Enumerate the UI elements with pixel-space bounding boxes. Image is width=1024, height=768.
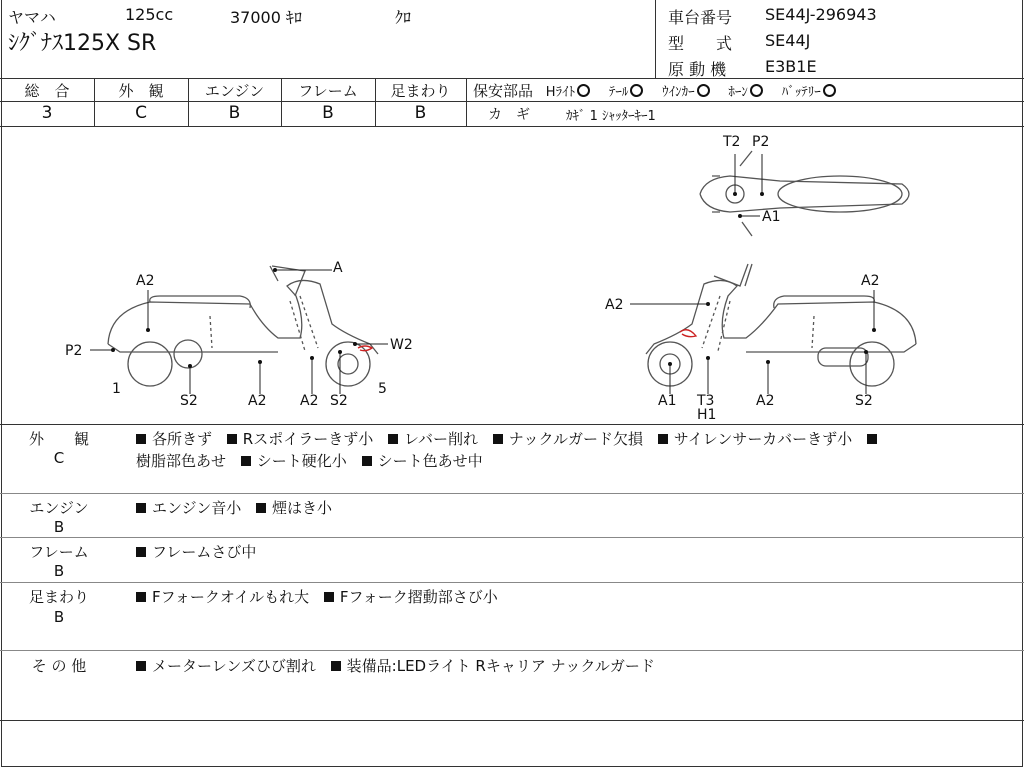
item: Rスポイラーきず小 <box>242 430 374 448</box>
scooter-right-body <box>646 280 916 354</box>
safety-parts <box>473 80 836 101</box>
label-left-s2b: S2 <box>330 393 348 409</box>
safety-horn: ﾎｰﾝ <box>728 85 763 100</box>
frame-no-label: 車台番号 <box>668 8 733 27</box>
item: 装備品:LEDライト Rキャリア ナックルガード <box>346 657 655 675</box>
section-title: 足まわり <box>28 588 89 606</box>
bullet-square-icon <box>331 661 341 671</box>
label-right-t3: T3 <box>697 393 715 409</box>
bullet-square-icon <box>256 503 266 513</box>
section-title: そ の 他 <box>31 657 87 675</box>
section-items <box>136 541 266 562</box>
label-left-a2b: A2 <box>300 393 319 409</box>
bullet-square-icon <box>867 434 877 444</box>
item: サイレンサーカバーきず小 <box>673 430 853 448</box>
section-items <box>136 428 883 449</box>
label-top-a1: A1 <box>762 209 781 225</box>
item: フレームさび中 <box>152 543 257 561</box>
grade-label-exterior: 外 観 <box>118 82 164 100</box>
grade-label-engine: エンジン <box>204 82 265 100</box>
bullet-square-icon <box>658 434 668 444</box>
scooter-left-front-hub <box>338 354 358 374</box>
label-right-s2: S2 <box>855 393 873 409</box>
ok-circle-icon <box>697 84 710 97</box>
section-title: 外 観 <box>28 430 89 448</box>
bullet-square-icon <box>388 434 398 444</box>
item: シート硬化小 <box>256 452 347 470</box>
label-left-5: 5 <box>378 381 387 397</box>
ok-circle-icon <box>630 84 643 97</box>
model-name: ｼｸﾞﾅｽ125X SR <box>8 31 157 56</box>
grade-value-suspension: B <box>414 103 427 123</box>
type-value: SE44J <box>765 31 811 50</box>
bullet-square-icon <box>136 503 146 513</box>
item: 各所きず <box>152 430 213 448</box>
item: メーターレンズひび割れ <box>152 657 316 675</box>
label-left-a2-top: A2 <box>136 273 155 289</box>
engine-label: 原 動 機 <box>668 60 727 79</box>
safety-label: 保安部品 <box>473 82 534 100</box>
scooter-right-handlebar <box>714 264 752 286</box>
section-title: フレーム <box>29 543 89 561</box>
grade-label-frame: フレーム <box>298 82 358 100</box>
label-left-1: 1 <box>112 381 121 397</box>
bullet-square-icon <box>136 547 146 557</box>
label-top-p2: P2 <box>752 134 770 150</box>
red-mark-right <box>680 330 696 337</box>
engine-value: E3B1E <box>765 57 817 76</box>
displacement: 125cc <box>125 5 174 24</box>
item: Fフォーク摺動部さび小 <box>339 588 498 606</box>
section-items <box>136 586 508 607</box>
bullet-square-icon <box>227 434 237 444</box>
section-title: エンジン <box>29 499 89 517</box>
section-grade: C <box>53 449 65 467</box>
grade-value-overall: 3 <box>41 103 53 123</box>
leader-lines <box>90 154 874 394</box>
label-left-a2a: A2 <box>248 393 267 409</box>
label-left-p2: P2 <box>65 343 83 359</box>
maker: ヤマハ <box>8 8 56 27</box>
bullet-square-icon <box>136 661 146 671</box>
section-items <box>136 497 342 518</box>
section-grade: B <box>53 608 65 626</box>
bullet-square-icon <box>324 592 334 602</box>
grade-value-frame: B <box>322 103 334 123</box>
label-left-a: A <box>333 260 343 276</box>
damage-diagram <box>0 126 1024 424</box>
label-right-a1: A1 <box>658 393 677 409</box>
red-mark-left <box>358 346 372 351</box>
bullet-square-icon <box>241 456 251 466</box>
bullet-square-icon <box>493 434 503 444</box>
grade-label-overall: 総 合 <box>24 82 70 100</box>
frame-no: SE44J-296943 <box>765 5 877 24</box>
item: シート色あせ中 <box>377 452 483 470</box>
scooter-top-body <box>700 176 909 212</box>
scooter-left-rear-wheel <box>128 342 172 386</box>
key-value: ｶｷﾞ 1 ｼｬｯﾀｰｷｰ1 <box>566 109 656 124</box>
safety-battery: ﾊﾞｯﾃﾘｰ <box>782 85 836 100</box>
label-right-a2-bottom: A2 <box>756 393 775 409</box>
grade-value-exterior: C <box>135 103 147 123</box>
label-left-s2a: S2 <box>180 393 198 409</box>
section-grade: B <box>53 562 65 580</box>
safety-winker: ｳｲﾝｶｰ <box>662 85 710 100</box>
label-right-h1: H1 <box>697 407 717 423</box>
scooter-left-floor <box>108 344 278 352</box>
item: ナックルガード欠損 <box>508 430 644 448</box>
scooter-right-muffler <box>818 348 868 366</box>
item: レバー削れ <box>404 430 478 448</box>
safety-taillight: ﾃｰﾙ <box>609 85 644 100</box>
label-right-a2-left: A2 <box>605 297 624 313</box>
ok-circle-icon <box>823 84 836 97</box>
section-grade: B <box>53 518 65 536</box>
body-color: ｸﾛ <box>395 8 412 27</box>
item: エンジン音小 <box>152 499 242 517</box>
ok-circle-icon <box>750 84 763 97</box>
section-items-2 <box>136 450 493 471</box>
section-items <box>136 655 665 676</box>
bullet-square-icon <box>136 434 146 444</box>
bullet-square-icon <box>136 592 146 602</box>
bullet-square-icon <box>362 456 372 466</box>
type-label: 型 式 <box>668 34 733 53</box>
label-left-w2: W2 <box>390 337 413 353</box>
item: 樹脂部色あせ <box>136 452 227 470</box>
grade-label-suspension: 足まわり <box>390 82 451 100</box>
scooter-left-muffler <box>174 340 202 368</box>
item: Fフォークオイルもれ大 <box>152 588 310 606</box>
item: 煙はき小 <box>272 499 333 517</box>
grade-value-engine: B <box>228 103 241 123</box>
key-label: カ ギ <box>488 107 530 123</box>
label-top-t2: T2 <box>723 134 741 150</box>
scooter-left-front-wheel <box>326 342 370 386</box>
label-right-a2-right: A2 <box>861 273 880 289</box>
mileage: 37000 ｷﾛ <box>230 8 302 27</box>
safety-headlight: Hﾗｲﾄ <box>546 85 590 100</box>
scooter-top-handlebar <box>712 151 752 236</box>
ok-circle-icon <box>577 84 590 97</box>
